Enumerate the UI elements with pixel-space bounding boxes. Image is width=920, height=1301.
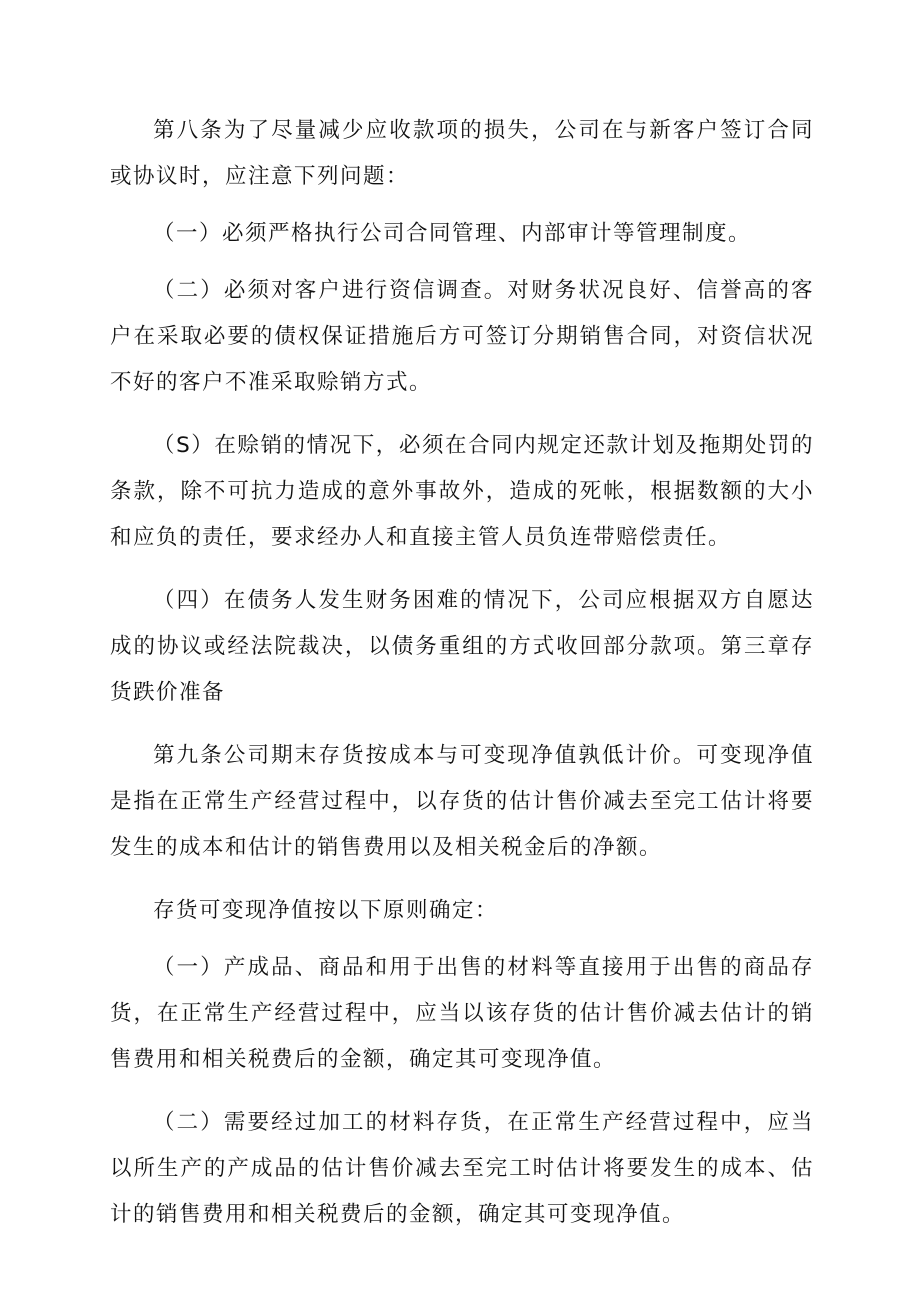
clause-2-paragraph: （二）必须对客户进行资信调查。对财务状况良好、信誉高的客户在采取必要的债权保证措施后方可签订分期销售合同，对资信状况不好的客户不准采取赊销方式。 — [110, 278, 814, 395]
article-8-paragraph: 第八条为了尽量减少应收款项的损失，公司在与新客户签订合同或协议时，应注意下列问题： — [110, 118, 814, 189]
principle-1-paragraph: （一）产成品、商品和用于出售的材料等直接用于出售的商品存货，在正常生产经营过程中，应当以该存货的估计售价减去估计的销售费用和相关税费后的金额，确定其可变现净值。 — [110, 955, 814, 1072]
clause-4-paragraph: （四）在债务人发生财务困难的情况下，公司应根据双方自愿达成的协议或经法院裁决，以债务重组的方式收回部分款项。第三章存货跌价准备 — [110, 588, 814, 705]
article-9-paragraph: 第九条公司期末存货按成本与可变现净值孰低计价。可变现净值是指在正常生产经营过程中，以存货的估计售价减去至完工估计将要发生的成本和估计的销售费用以及相关税金后的净额。 — [110, 743, 814, 860]
clause-1-paragraph: （一）必须严格执行公司合同管理、内部审计等管理制度。 — [153, 221, 752, 246]
clause-3-paragraph: （S）在赊销的情况下，必须在合同内规定还款计划及拖期处罚的条款，除不可抗力造成的意外事故外，造成的死帐，根据数额的大小和应负的责任，要求经办人和直接主管人员负连带赔偿责任。 — [110, 433, 814, 550]
principle-2-paragraph: （二）需要经过加工的材料存货，在正常生产经营过程中，应当以所生产的产成品的估计售价减去至完工时估计将要发生的成本、估计的销售费用和相关税费后的金额，确定其可变现净值。 — [110, 1110, 814, 1227]
valuation-principles-heading: 存货可变现净值按以下原则确定： — [153, 898, 499, 923]
document-page — [110, 108, 814, 1255]
